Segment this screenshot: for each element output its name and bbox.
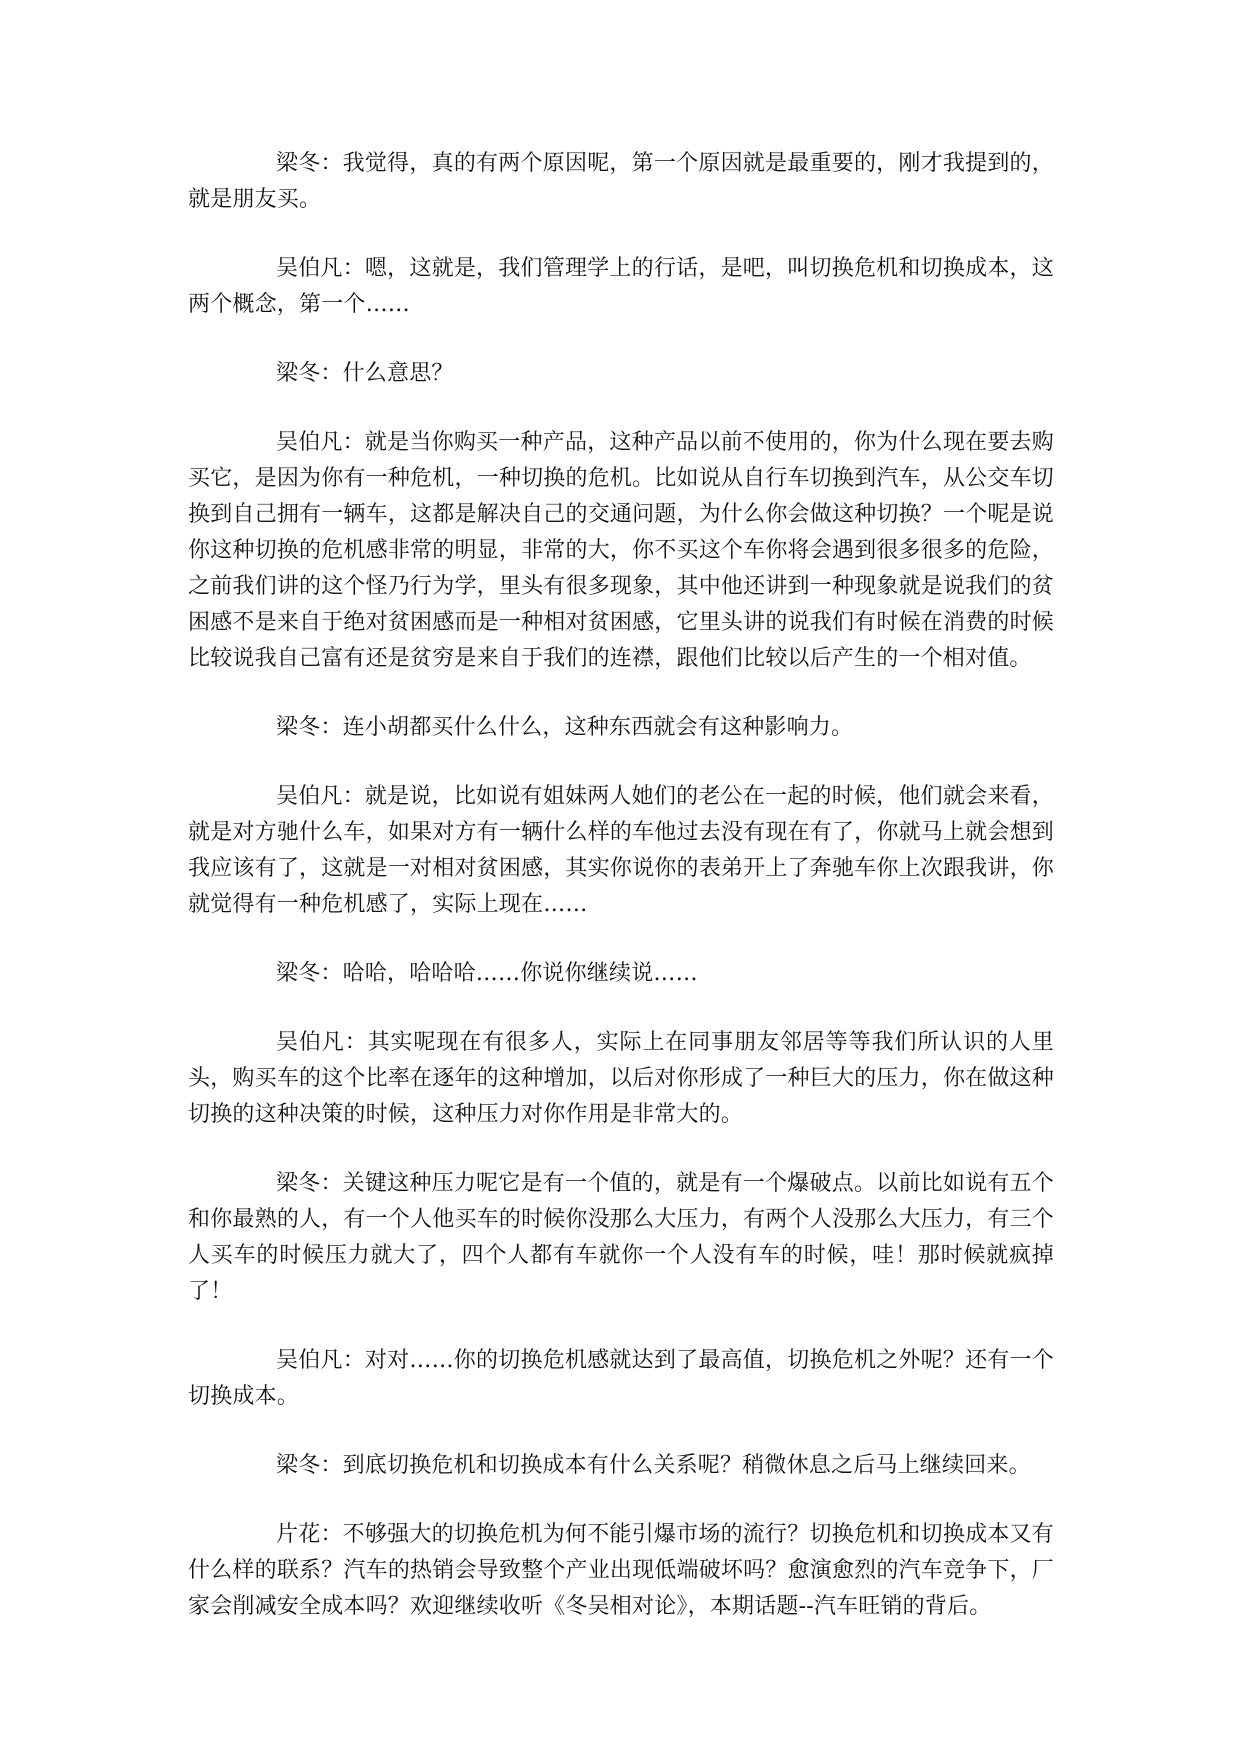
dialogue-paragraph: 吴伯凡：其实呢现在有很多人，实际上在同事朋友邻居等等我们所认识的人里头，购买车的这个比率在逐年的这种增加，以后对你形成了一种巨大的压力，你在做这种切换的这种决策的时候，这种压力对你作用是非常大的。: [188, 1030, 1054, 1127]
dialogue-paragraph: 梁冬：连小胡都买什么什么，这种东西就会有这种影响力。: [276, 715, 854, 740]
dialogue-paragraph: 吴伯凡：就是说，比如说有姐妹两人她们的老公在一起的时候，他们就会来看，就是对方驰什么车，如果对方有一辆什么样的车他过去没有现在有了，你就马上就会想到我应该有了，这就是一对相对贫困感，其实你说你的表弟开上了奔驰车你上次跟我讲，你就觉得有一种危机感了，实际上现在……: [188, 784, 1054, 917]
dialogue-paragraph: 梁冬：哈哈，哈哈哈……你说你继续说……: [276, 961, 698, 986]
dialogue-paragraph: 吴伯凡：嗯，这就是，我们管理学上的行话，是吧，叫切换危机和切换成本，这两个概念，第一个……: [188, 256, 1054, 317]
dialogue-paragraph: 梁冬：我觉得，真的有两个原因呢，第一个原因就是最重要的，刚才我提到的，就是朋友买。: [188, 151, 1054, 212]
trailer-paragraph: 片花：不够强大的切换危机为何不能引爆市场的流行？切换危机和切换成本又有什么样的联系？汽车的热销会导致整个产业出现低端破坏吗？愈演愈烈的汽车竞争下，厂家会削减安全成本吗？欢迎继续收听《冬吴相对论》，本期话题--汽车旺销的背后。: [188, 1522, 1054, 1619]
dialogue-paragraph: 梁冬：什么意思？: [276, 361, 454, 386]
dialogue-paragraph: 梁冬：关键这种压力呢它是有一个值的，就是有一个爆破点。以前比如说有五个和你最熟的人，有一个人他买车的时候你没那么大压力，有两个人没那么大压力，有三个人买车的时候压力就大了，四个人都有车就你一个人没有车的时候，哇！那时候就疯掉了！: [188, 1171, 1054, 1304]
dialogue-paragraph: 吴伯凡：就是当你购买一种产品，这种产品以前不使用的，你为什么现在要去购买它，是因为你有一种危机，一种切换的危机。比如说从自行车切换到汽车，从公交车切换到自己拥有一辆车，这都是解决自己的交通问题，为什么你会做这种切换？一个呢是说你这种切换的危机感非常的明显，非常的大，你不买这个车你将会遇到很多很多的危险，之前我们讲的这个怪乃行为学，里头有很多现象，其中他还讲到一种现象就是说我们的贫困感不是来自于绝对贫困感而是一种相对贫困感，它里头讲的说我们有时候在消费的时候比较说我自己富有还是贫穷是来自于我们的连襟，跟他们比较以后产生的一个相对值。: [188, 430, 1054, 671]
dialogue-paragraph: 梁冬：到底切换危机和切换成本有什么关系呢？稍微休息之后马上继续回来。: [276, 1453, 1031, 1478]
dialogue-paragraph: 吴伯凡：对对……你的切换危机感就达到了最高值，切换危机之外呢？还有一个切换成本。: [188, 1348, 1054, 1409]
transcript-body: [188, 146, 1054, 1658]
